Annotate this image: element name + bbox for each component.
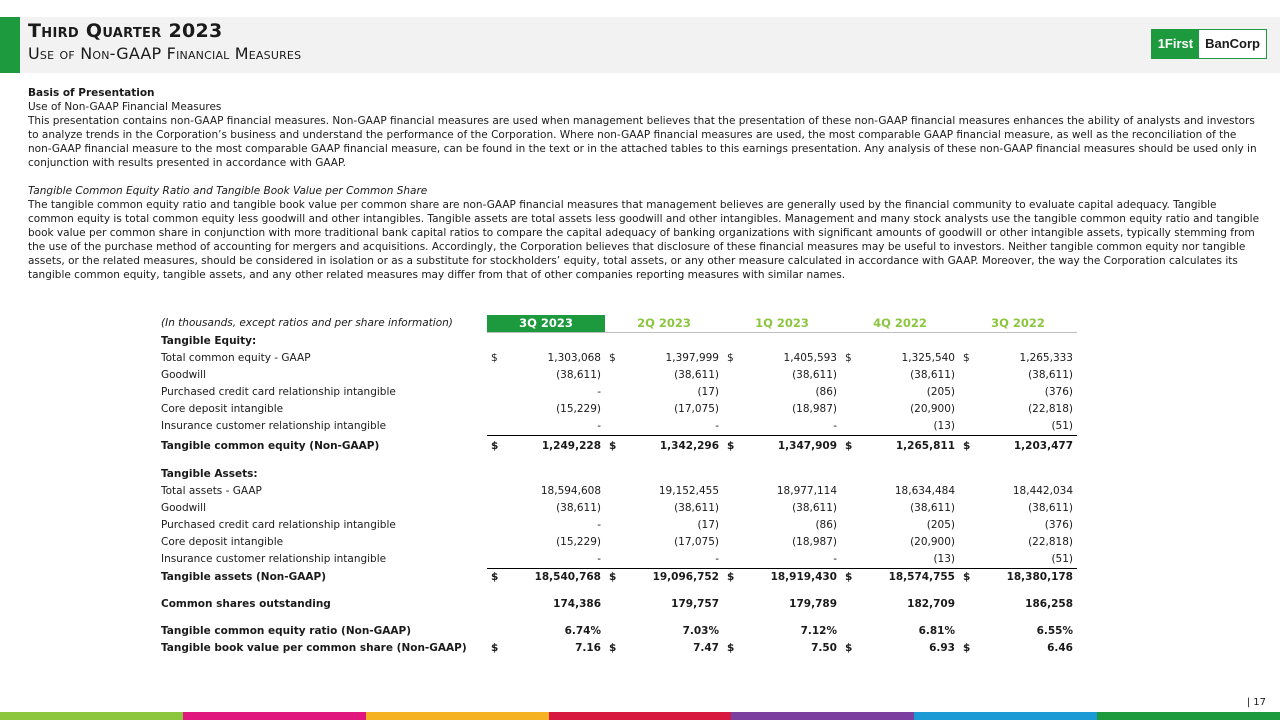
- row-value: -: [621, 551, 723, 569]
- row-label: Purchased credit card relationship intangible: [161, 386, 396, 398]
- row-value: (17,075): [674, 536, 719, 548]
- currency-symbol: [841, 623, 857, 640]
- footer-color-segment: [731, 712, 914, 720]
- empty-cell: [857, 333, 959, 351]
- row-value: (18,987): [792, 536, 837, 548]
- row-value: 19,152,455: [658, 485, 719, 497]
- row-value: 179,789: [789, 598, 837, 610]
- currency-symbol: $: [609, 440, 617, 452]
- row-value: (51): [975, 418, 1077, 436]
- empty-cell: [503, 333, 605, 351]
- currency-symbol: [723, 401, 739, 418]
- row-value: 1,249,228: [541, 440, 601, 452]
- row-value: 174,386: [553, 598, 601, 610]
- currency-symbol: $: [727, 642, 735, 654]
- currency-symbol: [605, 367, 621, 384]
- tce-paragraph: The tangible common equity ratio and tangible book value per common share are non-GAAP financial measures that management believes are generally used by the financial community to evaluate capital adequacy. Tangible common equity is total common equity less goodwill and other intangibles. Tangible assets are total assets less goodwill and other intangibles. Management and many stock analysts use the tangible common equity ratio and tangible book value per common share in conjunction with more traditional bank capital ratios to compare the capital adequacy of banking organizations with significant amounts of goodwill or other intangible assets, typically stemming from the use of the purchase method of accounting for mergers and acquisitions. Accordingly, the Corporation believes that disclosure of these financial measures may be useful to investors. Neither tangible common equity nor tangible assets, or the related measures, should be considered in isolation or as a substitute for stockholders’ equity, total assets, or any other measure calculated in accordance with GAAP. Moreover, the way the Corporation calculates its tangible common equity, tangible assets, and any other related measures may differ from that of other companies reporting measures with similar names.: [28, 199, 1260, 281]
- row-value: -: [739, 418, 841, 436]
- row-value: (15,229): [556, 536, 601, 548]
- row-value: (15,229): [556, 403, 601, 415]
- currency-symbol: [959, 596, 975, 613]
- currency-symbol: [723, 534, 739, 551]
- row-value: (20,900): [910, 403, 955, 415]
- currency-symbol: $: [609, 352, 616, 364]
- row-value: (18,987): [792, 403, 837, 415]
- table-row: [157, 623, 1077, 640]
- row-label: Tangible book value per common share (Non-GAAP): [161, 642, 467, 654]
- empty-cell: [975, 333, 1077, 351]
- row-value: 1,265,333: [1019, 352, 1073, 364]
- currency-symbol: $: [491, 642, 499, 654]
- row-value: 7.03%: [682, 625, 719, 637]
- table-row: [157, 640, 1077, 657]
- row-value: (38,611): [910, 502, 955, 514]
- currency-symbol: $: [845, 352, 852, 364]
- row-label: Goodwill: [161, 369, 206, 381]
- row-value: (205): [926, 386, 955, 398]
- currency-symbol: [487, 401, 503, 418]
- empty-cell: [975, 466, 1077, 483]
- row-value: (86): [815, 386, 837, 398]
- currency-symbol: [841, 483, 857, 500]
- row-value: -: [597, 519, 601, 531]
- header-accent-bar: [0, 17, 20, 73]
- currency-symbol: [841, 401, 857, 418]
- currency-symbol: [959, 483, 975, 500]
- currency-symbol: [605, 500, 621, 517]
- currency-symbol: [487, 551, 503, 569]
- row-value: (38,611): [792, 502, 837, 514]
- intro-text: [28, 86, 1260, 282]
- row-value: 1,405,593: [783, 352, 837, 364]
- currency-symbol: [723, 551, 739, 569]
- row-value: 186,258: [1025, 598, 1073, 610]
- empty-cell: [605, 333, 621, 351]
- currency-symbol: [841, 367, 857, 384]
- row-label: Tangible assets (Non-GAAP): [161, 570, 327, 583]
- table-row: [157, 500, 1077, 517]
- row-value: 1,342,296: [659, 440, 719, 452]
- currency-symbol: $: [845, 571, 853, 583]
- currency-symbol: $: [609, 642, 617, 654]
- row-value: 6.55%: [1036, 625, 1073, 637]
- row-label: Common shares outstanding: [161, 598, 331, 610]
- row-label: Insurance customer relationship intangible: [161, 553, 387, 566]
- row-value: -: [739, 551, 841, 569]
- table-row: [157, 483, 1077, 500]
- row-value: 7.47: [693, 642, 719, 654]
- row-value: (22,818): [1028, 536, 1073, 548]
- currency-symbol: [487, 596, 503, 613]
- row-value: (38,611): [674, 369, 719, 381]
- row-value: (86): [815, 519, 837, 531]
- row-value: (13): [857, 418, 959, 436]
- row-value: 7.50: [811, 642, 837, 654]
- currency-symbol: [841, 534, 857, 551]
- footer-color-segment: [183, 712, 366, 720]
- table-row: [157, 367, 1077, 384]
- currency-symbol: [723, 623, 739, 640]
- currency-symbol: [487, 384, 503, 401]
- currency-symbol: [841, 517, 857, 534]
- currency-symbol: [841, 500, 857, 517]
- empty-cell: [841, 466, 857, 483]
- currency-symbol: [487, 367, 503, 384]
- currency-symbol: [723, 384, 739, 401]
- row-value: (38,611): [674, 502, 719, 514]
- row-value: (205): [926, 519, 955, 531]
- table-row: [157, 551, 1077, 569]
- table-row: [157, 436, 1077, 457]
- currency-symbol: [605, 401, 621, 418]
- company-logo: [1151, 29, 1267, 59]
- row-value: 182,709: [907, 598, 955, 610]
- currency-symbol: [959, 500, 975, 517]
- row-value: 1,397,999: [665, 352, 719, 364]
- non-gaap-reconciliation-table: [157, 315, 1077, 657]
- currency-symbol: [605, 596, 621, 613]
- currency-symbol: [959, 623, 975, 640]
- currency-symbol: [959, 534, 975, 551]
- currency-symbol: $: [963, 642, 971, 654]
- currency-symbol: $: [727, 352, 734, 364]
- currency-symbol: [841, 418, 857, 436]
- empty-cell: [723, 333, 739, 351]
- section-label: Tangible Assets:: [161, 468, 258, 480]
- currency-symbol: [487, 483, 503, 500]
- currency-symbol: [487, 534, 503, 551]
- currency-symbol: $: [491, 352, 498, 364]
- row-label: Total assets - GAAP: [161, 485, 262, 497]
- row-value: (38,611): [1028, 369, 1073, 381]
- row-label: Insurance customer relationship intangible: [161, 420, 387, 433]
- currency-symbol: [605, 551, 621, 569]
- footer-color-segment: [549, 712, 732, 720]
- currency-symbol: [959, 418, 975, 436]
- empty-cell: [621, 333, 723, 351]
- row-value: 18,442,034: [1012, 485, 1073, 497]
- row-value: 18,977,114: [776, 485, 837, 497]
- row-value: 6.93: [929, 642, 955, 654]
- row-label: Core deposit intangible: [161, 403, 284, 415]
- table-header-row: [157, 315, 1077, 333]
- row-value: 18,380,178: [1006, 571, 1073, 583]
- spacer-row: [157, 586, 1077, 596]
- row-value: (38,611): [1028, 502, 1073, 514]
- currency-symbol: [605, 623, 621, 640]
- empty-cell: [841, 333, 857, 351]
- footer-color-bar: [0, 712, 1280, 720]
- currency-symbol: $: [727, 440, 735, 452]
- table-header-label: (In thousands, except ratios and per share information): [161, 317, 453, 330]
- table-row: [157, 350, 1077, 367]
- row-value: 1,303,068: [547, 352, 601, 364]
- table-row: [157, 569, 1077, 587]
- currency-symbol: $: [609, 571, 617, 583]
- row-value: 1,203,477: [1013, 440, 1073, 452]
- currency-symbol: $: [845, 642, 853, 654]
- section-tangible-equity: [157, 333, 1077, 351]
- row-value: 18,919,430: [770, 571, 837, 583]
- currency-symbol: $: [727, 571, 735, 583]
- row-value: (38,611): [556, 502, 601, 514]
- row-value: (17): [697, 519, 719, 531]
- currency-symbol: [841, 551, 857, 569]
- row-value: 6.81%: [918, 625, 955, 637]
- currency-symbol: [959, 384, 975, 401]
- row-label: Tangible common equity (Non-GAAP): [161, 439, 380, 452]
- row-value: 1,265,811: [895, 440, 955, 452]
- currency-symbol: [959, 367, 975, 384]
- spacer-row: [157, 456, 1077, 466]
- row-value: (51): [975, 551, 1077, 569]
- row-value: 18,634,484: [894, 485, 955, 497]
- currency-symbol: $: [491, 571, 499, 583]
- section-label: Tangible Equity:: [161, 334, 257, 347]
- row-value: (17): [697, 386, 719, 398]
- row-value: (38,611): [556, 369, 601, 381]
- row-value: 7.12%: [800, 625, 837, 637]
- table-row: [157, 596, 1077, 613]
- column-header: 4Q 2022: [841, 315, 959, 333]
- row-value: (17,075): [674, 403, 719, 415]
- logo-wordmark: BanCorp: [1199, 30, 1266, 58]
- page-number: | 17: [1246, 697, 1266, 708]
- row-label: Purchased credit card relationship intangible: [161, 519, 396, 531]
- currency-symbol: [487, 418, 503, 436]
- page-title: Third Quarter 2023: [28, 20, 223, 42]
- empty-cell: [723, 466, 739, 483]
- row-value: 18,540,768: [534, 571, 601, 583]
- currency-symbol: $: [963, 440, 971, 452]
- currency-symbol: [959, 401, 975, 418]
- currency-symbol: [605, 483, 621, 500]
- row-value: 18,594,608: [540, 485, 601, 497]
- row-value: (376): [1044, 386, 1073, 398]
- column-header: 3Q 2023: [487, 315, 605, 333]
- table-row: [157, 534, 1077, 551]
- basis-heading: Basis of Presentation: [28, 87, 155, 99]
- logo-mark: 1First: [1152, 30, 1199, 58]
- currency-symbol: [841, 596, 857, 613]
- page-header: [0, 17, 1280, 73]
- currency-symbol: [605, 384, 621, 401]
- empty-cell: [857, 466, 959, 483]
- currency-symbol: [959, 551, 975, 569]
- row-value: 18,574,755: [888, 571, 955, 583]
- footer-color-segment: [0, 712, 183, 720]
- empty-cell: [487, 466, 503, 483]
- row-value: 1,347,909: [777, 440, 837, 452]
- row-value: (376): [1044, 519, 1073, 531]
- row-value: -: [621, 418, 723, 436]
- intro-paragraph: This presentation contains non-GAAP financial measures. Non-GAAP financial measures are used when management believes that the presentation of these non-GAAP financial measures enhances the ability of analysts and investors to analyze trends in the Corporation’s business and understand the performance of the Corporation. Where non-GAAP financial measures are used, the most comparable GAAP financial measure, as well as the reconciliation of the non-GAAP financial measure to the most comparable GAAP financial measure, can be found in the text or in the attached tables to this earnings presentation. Any analysis of these non-GAAP financial measures should be used only in conjunction with results presented in accordance with GAAP.: [28, 115, 1257, 169]
- row-label: Tangible common equity ratio (Non-GAAP): [161, 625, 412, 637]
- non-gaap-subheading: Use of Non-GAAP Financial Measures: [28, 101, 222, 113]
- currency-symbol: [841, 384, 857, 401]
- row-value: (20,900): [910, 536, 955, 548]
- currency-symbol: [723, 596, 739, 613]
- row-value: 7.16: [575, 642, 601, 654]
- footer-color-segment: [914, 712, 1097, 720]
- empty-cell: [739, 466, 841, 483]
- row-value: (13): [857, 551, 959, 569]
- row-value: (38,611): [910, 369, 955, 381]
- row-label: Total common equity - GAAP: [161, 352, 311, 364]
- empty-cell: [959, 466, 975, 483]
- currency-symbol: [605, 534, 621, 551]
- row-value: 179,757: [671, 598, 719, 610]
- row-value: -: [503, 418, 605, 436]
- empty-cell: [621, 466, 723, 483]
- row-value: 19,096,752: [652, 571, 719, 583]
- empty-cell: [503, 466, 605, 483]
- currency-symbol: [723, 483, 739, 500]
- row-value: (38,611): [792, 369, 837, 381]
- row-label: Core deposit intangible: [161, 536, 284, 548]
- column-header: 3Q 2022: [959, 315, 1077, 333]
- row-label: Goodwill: [161, 502, 206, 514]
- empty-cell: [487, 333, 503, 351]
- table-row: [157, 384, 1077, 401]
- currency-symbol: $: [491, 440, 499, 452]
- footer-color-segment: [366, 712, 549, 720]
- footer-color-segment: [1097, 712, 1280, 720]
- table-row: [157, 418, 1077, 436]
- section-tangible-assets: [157, 466, 1077, 483]
- currency-symbol: $: [963, 352, 970, 364]
- table-row: [157, 401, 1077, 418]
- currency-symbol: [487, 517, 503, 534]
- row-value: 6.74%: [564, 625, 601, 637]
- column-header: 1Q 2023: [723, 315, 841, 333]
- table-row: [157, 517, 1077, 534]
- row-value: 6.46: [1047, 642, 1073, 654]
- currency-symbol: [723, 517, 739, 534]
- currency-symbol: [605, 517, 621, 534]
- currency-symbol: [487, 623, 503, 640]
- currency-symbol: $: [845, 440, 853, 452]
- page-subtitle: Use of Non-GAAP Financial Measures: [28, 44, 302, 63]
- currency-symbol: [605, 418, 621, 436]
- column-header: 2Q 2023: [605, 315, 723, 333]
- currency-symbol: [959, 517, 975, 534]
- currency-symbol: [723, 367, 739, 384]
- tce-heading: Tangible Common Equity Ratio and Tangible Book Value per Common Share: [28, 185, 428, 197]
- currency-symbol: [723, 418, 739, 436]
- empty-cell: [605, 466, 621, 483]
- row-value: (22,818): [1028, 403, 1073, 415]
- row-value: -: [503, 551, 605, 569]
- empty-cell: [739, 333, 841, 351]
- empty-cell: [959, 333, 975, 351]
- spacer-row: [157, 613, 1077, 623]
- currency-symbol: [487, 500, 503, 517]
- row-value: -: [597, 386, 601, 398]
- row-value: 1,325,540: [901, 352, 955, 364]
- currency-symbol: [723, 500, 739, 517]
- currency-symbol: $: [963, 571, 971, 583]
